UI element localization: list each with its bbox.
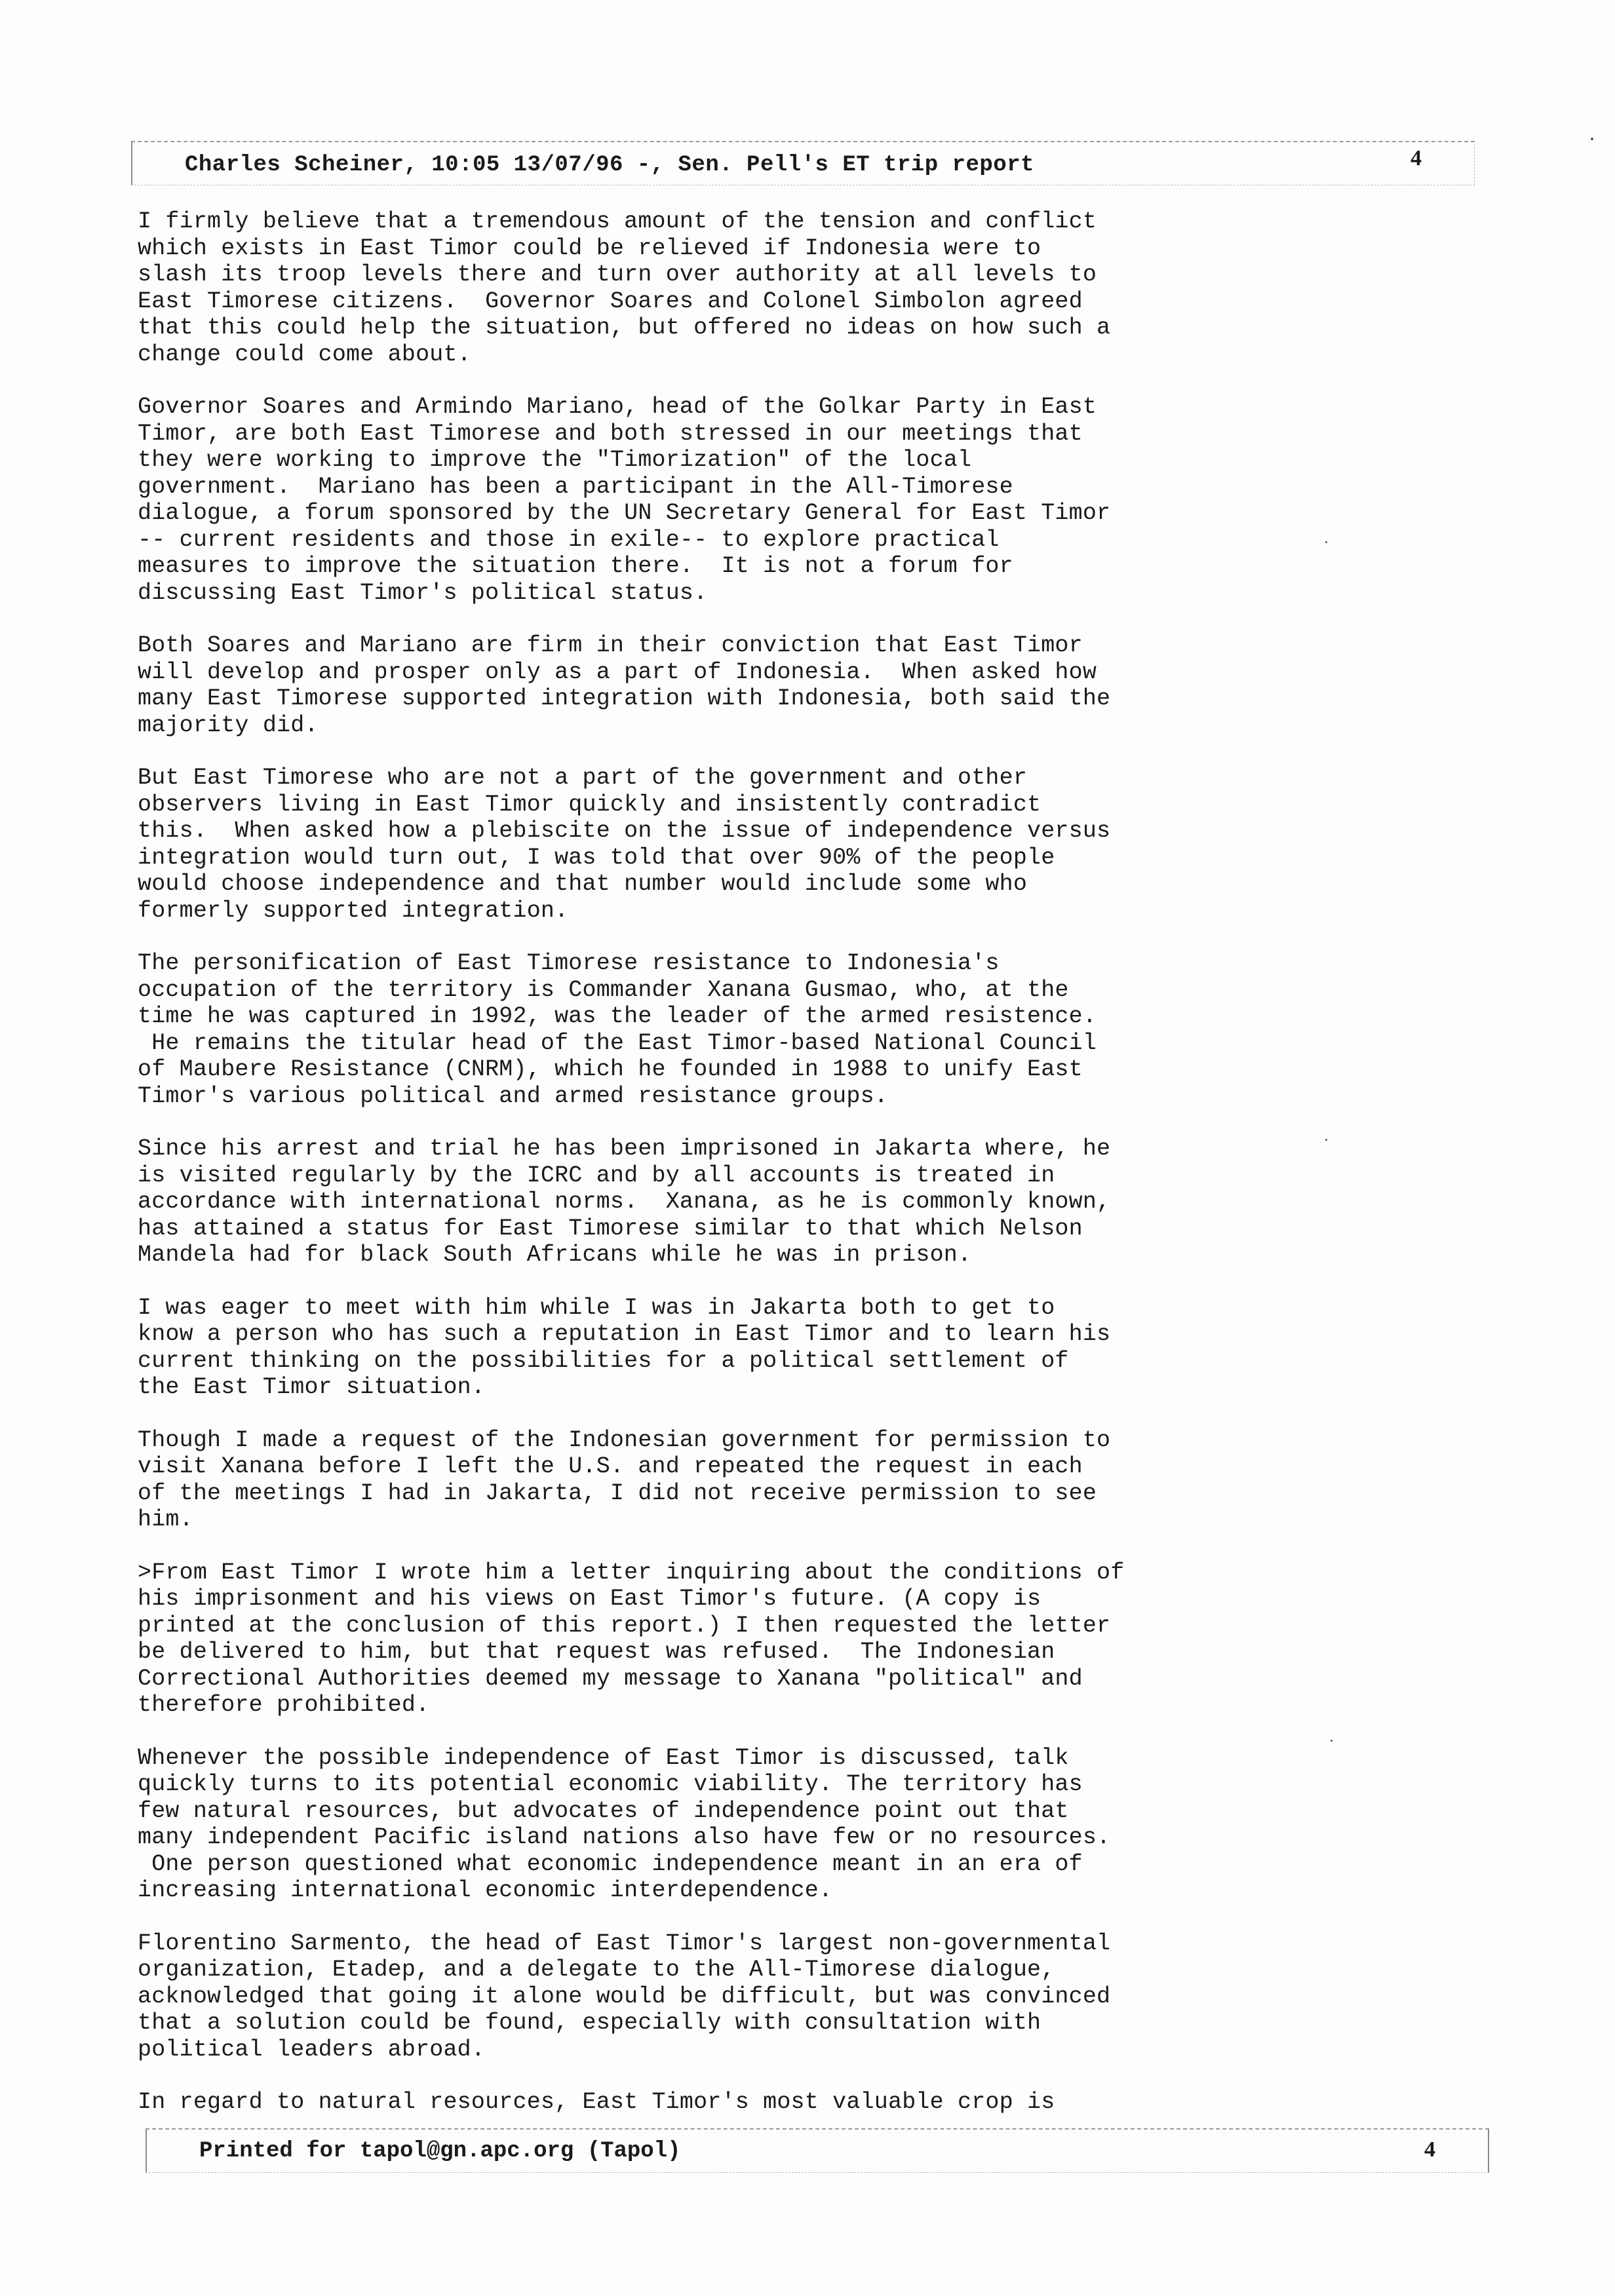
text-line: many independent Pacific island nations also have few or no resources. bbox=[138, 1824, 1111, 1850]
paragraph bbox=[138, 208, 1416, 368]
text-line: many East Timorese supported integration with Indonesia, both said the bbox=[138, 685, 1111, 712]
header-title: Charles Scheiner, 10:05 13/07/96 -, Sen. Pell's ET trip report bbox=[185, 153, 1035, 178]
text-line: slash its troop levels there and turn over authority at all levels to bbox=[138, 261, 1097, 288]
text-line: will develop and prosper only as a part of Indonesia. When asked how bbox=[138, 659, 1097, 685]
text-line: Timor, are both East Timorese and both stressed in our meetings that bbox=[138, 420, 1083, 447]
paragraph bbox=[138, 950, 1416, 1109]
text-line: -- current residents and those in exile-- to explore practical bbox=[138, 526, 1000, 553]
paragraph bbox=[138, 765, 1416, 924]
text-line: few natural resources, but advocates of independence point out that bbox=[138, 1797, 1069, 1824]
text-line: observers living in East Timor quickly and insistently contradict bbox=[138, 791, 1041, 818]
text-line: But East Timorese who are not a part of the government and other bbox=[138, 765, 1028, 791]
paragraph bbox=[138, 1295, 1416, 1401]
text-line: integration would turn out, I was told that over 90% of the people bbox=[138, 844, 1055, 871]
text-line: time he was captured in 1992, was the leader of the armed resistence. bbox=[138, 1003, 1097, 1029]
text-line: therefore prohibited. bbox=[138, 1692, 430, 1718]
text-line: him. bbox=[138, 1506, 193, 1533]
text-line: Whenever the possible independence of East Timor is discussed, talk bbox=[138, 1744, 1069, 1771]
scan-speck bbox=[1331, 1740, 1333, 1742]
scan-speck bbox=[1325, 541, 1327, 543]
text-line: know a person who has such a reputation in East Timor and to learn his bbox=[138, 1321, 1111, 1347]
text-line: they were working to improve the "Timorization" of the local bbox=[138, 447, 972, 473]
text-line: is visited regularly by the ICRC and by all accounts is treated in bbox=[138, 1162, 1055, 1189]
text-line: his imprisonment and his views on East Timor's future. (A copy is bbox=[138, 1586, 1041, 1612]
text-line: Though I made a request of the Indonesian government for permission to bbox=[138, 1426, 1111, 1453]
header-page-number: 4 bbox=[1411, 146, 1422, 170]
text-line: I was eager to meet with him while I was in Jakarta both to get to bbox=[138, 1294, 1055, 1321]
text-line: majority did. bbox=[138, 712, 319, 738]
text-line: One person questioned what economic independence meant in an era of bbox=[138, 1850, 1083, 1877]
text-line: that a solution could be found, especially with consultation with bbox=[138, 2010, 1041, 2036]
scan-speck bbox=[1325, 1139, 1327, 1141]
text-line: occupation of the territory is Commander Xanana Gusmao, who, at the bbox=[138, 976, 1069, 1003]
text-line: He remains the titular head of the East Timor-based National Council bbox=[138, 1029, 1097, 1056]
text-line: dialogue, a forum sponsored by the UN Secretary General for East Timor bbox=[138, 500, 1111, 526]
text-line: discussing East Timor's political status. bbox=[138, 579, 708, 606]
paragraph bbox=[138, 394, 1416, 606]
text-line: organization, Etadep, and a delegate to the All-Timorese dialogue, bbox=[138, 1957, 1055, 1983]
text-line: Timor's various political and armed resistance groups. bbox=[138, 1082, 888, 1109]
text-line: visit Xanana before I left the U.S. and repeated the request in each bbox=[138, 1453, 1083, 1480]
paragraph bbox=[138, 1136, 1416, 1269]
text-line: Florentino Sarmento, the head of East Timor's largest non-governmental bbox=[138, 1930, 1111, 1957]
text-line: The personification of East Timorese resistance to Indonesia's bbox=[138, 950, 1000, 976]
text-line: Governor Soares and Armindo Mariano, head of the Golkar Party in East bbox=[138, 394, 1097, 420]
text-line: increasing international economic interdependence. bbox=[138, 1877, 833, 1904]
paragraph bbox=[138, 2089, 1416, 2116]
text-line: measures to improve the situation there. It is not a forum for bbox=[138, 553, 1013, 579]
text-line: Correctional Authorities deemed my message to Xanana "political" and bbox=[138, 1665, 1083, 1692]
footer-page-number: 4 bbox=[1424, 2137, 1435, 2162]
text-line: acknowledged that going it alone would be difficult, but was convinced bbox=[138, 1983, 1111, 2010]
text-line: In regard to natural resources, East Timor's most valuable crop is bbox=[138, 2089, 1055, 2115]
text-line: has attained a status for East Timorese similar to that which Nelson bbox=[138, 1215, 1083, 1242]
text-line: Mandela had for black South Africans while he was in prison. bbox=[138, 1242, 972, 1268]
document-body bbox=[138, 208, 1416, 2142]
paragraph bbox=[138, 632, 1416, 738]
paragraph bbox=[138, 1559, 1416, 1719]
footer-printed-for: Printed for tapol@gn.apc.org (Tapol) bbox=[199, 2139, 681, 2164]
text-line: I firmly believe that a tremendous amount of the tension and conflict bbox=[138, 208, 1097, 235]
text-line: this. When asked how a plebiscite on the issue of independence versus bbox=[138, 818, 1111, 844]
text-line: Since his arrest and trial he has been imprisoned in Jakarta where, he bbox=[138, 1136, 1111, 1162]
text-line: would choose independence and that number would include some who bbox=[138, 871, 1028, 897]
page-footer bbox=[146, 2128, 1489, 2173]
text-line: current thinking on the possibilities for a political settlement of bbox=[138, 1347, 1069, 1374]
text-line: East Timorese citizens. Governor Soares and Colonel Simbolon agreed bbox=[138, 288, 1083, 315]
text-line: formerly supported integration. bbox=[138, 897, 569, 924]
text-line: which exists in East Timor could be relieved if Indonesia were to bbox=[138, 235, 1041, 261]
paragraph bbox=[138, 1427, 1416, 1533]
text-line: printed at the conclusion of this report.) I then requested the letter bbox=[138, 1612, 1111, 1639]
scan-speck bbox=[1591, 138, 1593, 140]
paragraph bbox=[138, 1745, 1416, 1904]
text-line: that this could help the situation, but offered no ideas on how such a bbox=[138, 315, 1111, 341]
text-line: of the meetings I had in Jakarta, I did not receive permission to see bbox=[138, 1480, 1097, 1506]
text-line: be delivered to him, but that request was refused. The Indonesian bbox=[138, 1639, 1055, 1665]
text-line: accordance with international norms. Xanana, as he is commonly known, bbox=[138, 1189, 1111, 1215]
text-line: government. Mariano has been a participant in the All-Timorese bbox=[138, 473, 1013, 500]
text-line: Both Soares and Mariano are firm in their conviction that East Timor bbox=[138, 632, 1083, 659]
paragraph bbox=[138, 1930, 1416, 2063]
text-line: quickly turns to its potential economic viability. The territory has bbox=[138, 1771, 1083, 1797]
text-line: change could come about. bbox=[138, 341, 471, 368]
page-header bbox=[131, 141, 1475, 185]
text-line: >From East Timor I wrote him a letter inquiring about the conditions of bbox=[138, 1559, 1125, 1586]
text-line: the East Timor situation. bbox=[138, 1374, 486, 1400]
text-line: political leaders abroad. bbox=[138, 2036, 486, 2063]
text-line: of Maubere Resistance (CNRM), which he founded in 1988 to unify East bbox=[138, 1056, 1083, 1082]
